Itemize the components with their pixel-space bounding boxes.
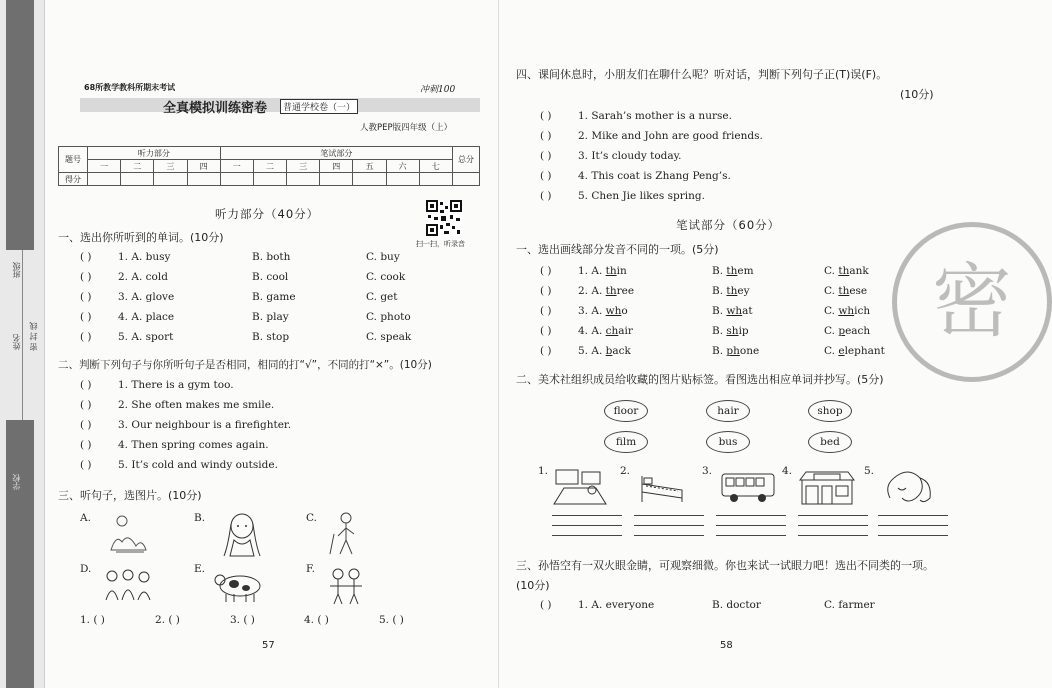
paper-title: 全真模拟训练密卷 xyxy=(163,101,268,116)
option-a: A. place xyxy=(131,311,175,323)
sentence: 5. Chen Jie likes spring. xyxy=(578,190,705,202)
word-rest: each xyxy=(845,325,871,337)
sentence: 2. Mike and John are good friends. xyxy=(578,130,763,142)
score-cell[interactable] xyxy=(220,173,253,186)
badge-100: 冲刺100 xyxy=(420,85,456,95)
listening-s2-title: 二、判断下列句子与你所听句子是否相同，相同的打“√”，不同的打“×”。(10分) xyxy=(58,359,432,371)
binding-cut-line: 密 封 线 xyxy=(29,322,38,352)
option-a: A. glove xyxy=(131,291,175,303)
word-rest: ack xyxy=(612,345,631,357)
page-number-left: 57 xyxy=(262,640,275,651)
write-line[interactable] xyxy=(552,535,622,536)
option-prefix: C. xyxy=(824,265,839,277)
underlined-letters: th xyxy=(605,265,617,277)
option-b: B. play xyxy=(252,311,289,323)
picture-cow-icon xyxy=(212,568,268,608)
word-rest: ip xyxy=(738,325,749,337)
qr-code-icon[interactable] xyxy=(426,200,462,236)
word-oval[interactable]: film xyxy=(604,431,648,453)
word-rest: air xyxy=(618,325,633,337)
option-prefix: B. xyxy=(712,305,727,317)
underlined-letters: p xyxy=(838,325,846,337)
picture-girl-icon xyxy=(220,510,264,562)
picture-hair-icon xyxy=(880,468,936,510)
picture-label-d: D. xyxy=(80,563,92,575)
score-cell[interactable] xyxy=(88,173,121,186)
option-prefix: C. xyxy=(824,345,839,357)
option-prefix: A. xyxy=(591,305,606,317)
list-item xyxy=(80,291,174,303)
underlined-letters: th xyxy=(838,265,850,277)
option-b: B. doctor xyxy=(712,599,761,611)
picture-classroom-icon xyxy=(552,466,608,510)
word-oval[interactable]: floor xyxy=(604,400,648,422)
answer-blank[interactable]: ( ) xyxy=(540,285,552,297)
list-item xyxy=(80,271,168,283)
list-item xyxy=(80,311,174,323)
word-rest: lephant xyxy=(844,345,885,357)
q-number: 3. xyxy=(578,305,589,317)
word-rest: ree xyxy=(616,285,635,297)
write-line[interactable] xyxy=(878,515,948,516)
score-row-label: 题号 xyxy=(59,147,88,173)
listening-s4-points: (10分) xyxy=(900,88,934,101)
binding-bar-top xyxy=(6,0,34,250)
underlined-letters: sh xyxy=(726,325,739,337)
option-prefix: B. xyxy=(712,265,727,277)
q-number: 1. xyxy=(118,251,129,263)
option-prefix: C. xyxy=(824,325,839,337)
write-line[interactable] xyxy=(716,515,786,516)
option-prefix: B. xyxy=(712,325,727,337)
option-b: B. game xyxy=(252,291,296,303)
edition-label: 人教PEP版四年级（上） xyxy=(360,123,453,133)
picture-people-icon xyxy=(102,568,156,606)
option-b xyxy=(712,345,759,357)
word-rest: in xyxy=(616,265,627,277)
picture-bed-icon xyxy=(638,470,688,510)
write-line[interactable] xyxy=(552,515,622,516)
option-b: B. both xyxy=(252,251,291,263)
score-cell[interactable] xyxy=(121,173,154,186)
score-cell[interactable] xyxy=(453,173,480,186)
answer-blank[interactable]: ( ) xyxy=(80,251,92,263)
option-a: A. cold xyxy=(131,271,168,283)
answer-blank[interactable]: 4. ( ) xyxy=(304,614,329,626)
word-rest: ich xyxy=(854,305,871,317)
answer-blank[interactable]: ( ) xyxy=(80,439,92,451)
underlined-letters: th xyxy=(838,285,850,297)
word-oval[interactable]: shop xyxy=(808,400,852,422)
underlined-letters: e xyxy=(838,345,845,357)
option-b xyxy=(712,325,749,337)
option-c xyxy=(824,265,869,277)
q-number: 1. xyxy=(578,265,589,277)
score-cell[interactable] xyxy=(419,173,452,186)
writing-w1-title: 一、选出画线部分发音不同的一项。(5分) xyxy=(516,243,719,256)
list-item xyxy=(80,419,291,431)
word-oval[interactable]: hair xyxy=(706,400,750,422)
write-line[interactable] xyxy=(552,525,622,526)
listening-s1-title: 一、选出你所听到的单词。(10分) xyxy=(58,231,224,244)
write-line[interactable] xyxy=(716,525,786,526)
underlined-letters: b xyxy=(605,345,613,357)
binding-label-class: 班级 xyxy=(12,262,21,278)
word-rest: o xyxy=(621,305,628,317)
word-rest: em xyxy=(737,265,754,277)
list-item xyxy=(80,379,234,391)
writing-heading: 笔试部分（60分） xyxy=(676,218,781,232)
option-b xyxy=(712,305,753,317)
underlined-letters: wh xyxy=(838,305,855,317)
sentence: 4. This coat is Zhang Peng’s. xyxy=(578,170,731,182)
sentence: 1. Sarah’s mother is a nurse. xyxy=(578,110,732,122)
answer-blank[interactable]: ( ) xyxy=(540,130,552,142)
option-b xyxy=(712,285,750,297)
word-rest: ey xyxy=(737,285,750,297)
list-item xyxy=(540,599,654,611)
answer-blank[interactable]: ( ) xyxy=(540,345,552,357)
write-line[interactable] xyxy=(634,525,704,526)
underlined-letters: ch xyxy=(605,325,619,337)
list-item xyxy=(540,325,633,337)
write-line[interactable] xyxy=(798,535,868,536)
q-number: 4. xyxy=(118,311,129,323)
q-number: 2. xyxy=(578,285,589,297)
q-number: 5. xyxy=(578,345,589,357)
paper-tag: 普通学校卷（一） xyxy=(280,99,358,114)
binding-margin xyxy=(0,0,45,688)
option-c: C. speak xyxy=(366,331,412,343)
q-num: 七 xyxy=(419,160,452,173)
list-item xyxy=(540,170,731,182)
option-c: C. photo xyxy=(366,311,411,323)
q-num: 四 xyxy=(320,160,353,173)
option-prefix: C. xyxy=(824,305,839,317)
writing-w3-title: 三、孙悟空有一双火眼金睛，可观察细微。你也来试一试眼力吧！选出不同类的一项。(10分) xyxy=(516,559,934,592)
option-c: C. cook xyxy=(366,271,406,283)
answer-blank[interactable]: ( ) xyxy=(540,170,552,182)
series-label: 68所教学教科所期末考试 xyxy=(84,83,176,92)
list-item xyxy=(540,190,705,202)
picture-label-a: A. xyxy=(80,512,91,524)
word-rest: ank xyxy=(849,265,869,277)
binding-line xyxy=(22,250,23,420)
qr-caption: 扫一扫，听录音 xyxy=(416,240,465,248)
word-oval[interactable]: bed xyxy=(808,431,852,453)
answer-blank[interactable]: ( ) xyxy=(80,291,92,303)
answer-blank[interactable]: 3. ( ) xyxy=(230,614,255,626)
answer-blank[interactable]: ( ) xyxy=(540,150,552,162)
underlined-letters: th xyxy=(726,285,738,297)
answer-blank[interactable]: 1. ( ) xyxy=(80,614,105,626)
binding-label-name: 姓名 xyxy=(12,334,21,350)
q-num: 三 xyxy=(154,160,187,173)
score-cell[interactable] xyxy=(253,173,286,186)
answer-blank[interactable]: 2. ( ) xyxy=(155,614,180,626)
list-item xyxy=(80,459,278,471)
answer-blank[interactable]: ( ) xyxy=(80,379,92,391)
score-cell[interactable] xyxy=(353,173,386,186)
write-line[interactable] xyxy=(798,515,868,516)
picture-number: 2. xyxy=(620,465,631,477)
list-item xyxy=(540,130,763,142)
page-number-right: 58 xyxy=(720,640,733,651)
option-b: B. cool xyxy=(252,271,289,283)
binding-label-school: 学校 xyxy=(12,474,21,490)
q-num: 四 xyxy=(187,160,220,173)
answer-blank[interactable]: ( ) xyxy=(80,331,92,343)
q-num: 二 xyxy=(253,160,286,173)
sentence: 4. Then spring comes again. xyxy=(118,439,269,451)
word-rest: one xyxy=(739,345,760,357)
sentence: 3. Our neighbour is a firefighter. xyxy=(118,419,292,431)
answer-blank[interactable]: ( ) xyxy=(540,265,552,277)
list-item xyxy=(540,150,682,162)
write-line[interactable] xyxy=(798,525,868,526)
list-item xyxy=(540,265,627,277)
option-c xyxy=(824,345,885,357)
option-prefix: C. xyxy=(824,285,839,297)
answer-blank[interactable]: ( ) xyxy=(80,459,92,471)
list-item xyxy=(80,399,274,411)
option-prefix: A. xyxy=(591,265,606,277)
list-item xyxy=(540,305,628,317)
listening-heading: 听力部分（40分） xyxy=(215,207,320,221)
picture-tree-icon xyxy=(106,512,150,558)
sentence: 5. It’s cold and windy outside. xyxy=(118,459,278,471)
q-num: 一 xyxy=(220,160,253,173)
option-c xyxy=(824,305,870,317)
list-item xyxy=(80,439,269,451)
answer-blank[interactable]: ( ) xyxy=(80,311,92,323)
writing-header: 笔试部分 xyxy=(220,147,452,160)
picture-number: 1. xyxy=(538,465,549,477)
option-prefix: B. xyxy=(712,285,727,297)
q-number: 1. xyxy=(578,599,589,611)
score-table xyxy=(58,146,480,186)
q-num: 五 xyxy=(353,160,386,173)
picture-label-b: B. xyxy=(194,512,206,524)
option-a: A. everyone xyxy=(591,599,655,611)
q-num: 三 xyxy=(287,160,320,173)
page-divider xyxy=(498,0,499,688)
answer-blank[interactable]: ( ) xyxy=(80,399,92,411)
q-number: 5. xyxy=(118,331,129,343)
answer-blank[interactable]: ( ) xyxy=(540,110,552,122)
score-cell[interactable] xyxy=(386,173,419,186)
answer-blank[interactable]: ( ) xyxy=(540,190,552,202)
write-line[interactable] xyxy=(634,535,704,536)
option-prefix: B. xyxy=(712,345,727,357)
option-prefix: A. xyxy=(591,285,606,297)
picture-kids-icon xyxy=(326,566,366,610)
picture-shop-icon xyxy=(798,470,856,510)
word-oval[interactable]: bus xyxy=(706,431,750,453)
option-a: A. busy xyxy=(131,251,171,263)
sentence: 1. There is a gym too. xyxy=(118,379,234,391)
underlined-letters: th xyxy=(726,265,738,277)
score-cell[interactable] xyxy=(154,173,187,186)
score-cell[interactable] xyxy=(320,173,353,186)
option-c xyxy=(824,285,867,297)
answer-blank[interactable]: ( ) xyxy=(540,599,552,611)
writing-w2-title: 二、美术社组织成员给收藏的图片贴标签。看图选出相应单词并抄写。(5分) xyxy=(516,373,884,386)
option-a: A. sport xyxy=(131,331,174,343)
seal-stamp: 密 xyxy=(892,222,1052,382)
q-num: 二 xyxy=(121,160,154,173)
answer-blank[interactable]: 5. ( ) xyxy=(379,614,404,626)
binding-bar-bottom xyxy=(6,420,34,688)
listening-s4-title: 四、课间休息时，小朋友们在聊什么呢？听对话，判断下列句子正(T)误(F)。 xyxy=(516,68,888,81)
picture-number: 3. xyxy=(702,465,713,477)
answer-blank[interactable]: ( ) xyxy=(540,305,552,317)
score-cell[interactable] xyxy=(187,173,220,186)
score-row-label: 得分 xyxy=(59,173,88,186)
write-line[interactable] xyxy=(634,515,704,516)
option-b: B. stop xyxy=(252,331,290,343)
option-prefix: A. xyxy=(591,325,606,337)
underlined-letters: wh xyxy=(726,305,743,317)
underlined-letters: wh xyxy=(605,305,622,317)
list-item xyxy=(80,331,173,343)
list-item xyxy=(540,110,732,122)
write-line[interactable] xyxy=(878,535,948,536)
list-item xyxy=(540,285,634,297)
q-num: 六 xyxy=(386,160,419,173)
picture-sweeper-icon xyxy=(328,510,362,562)
picture-label-c: C. xyxy=(306,512,317,524)
total-header: 总分 xyxy=(453,147,480,173)
answer-blank[interactable]: ( ) xyxy=(80,419,92,431)
underlined-letters: ph xyxy=(726,345,740,357)
answer-blank[interactable]: ( ) xyxy=(540,325,552,337)
sentence: 3. It’s cloudy today. xyxy=(578,150,682,162)
picture-label-e: E. xyxy=(194,563,206,575)
word-rest: ese xyxy=(849,285,868,297)
picture-bus-icon xyxy=(720,472,776,508)
write-line[interactable] xyxy=(716,535,786,536)
option-c: C. farmer xyxy=(824,599,875,611)
write-line[interactable] xyxy=(878,525,948,526)
underlined-letters: th xyxy=(605,285,617,297)
option-c: C. buy xyxy=(366,251,400,263)
picture-number: 4. xyxy=(782,465,793,477)
list-item xyxy=(540,345,631,357)
option-c: C. get xyxy=(366,291,398,303)
listening-header: 听力部分 xyxy=(88,147,221,160)
listening-s3-title: 三、听句子，选图片。(10分) xyxy=(58,489,202,502)
sentence: 2. She often makes me smile. xyxy=(118,399,275,411)
option-c xyxy=(824,325,870,337)
option-b xyxy=(712,265,754,277)
q-num: 一 xyxy=(88,160,121,173)
score-cell[interactable] xyxy=(287,173,320,186)
q-number: 2. xyxy=(118,271,129,283)
q-number: 3. xyxy=(118,291,129,303)
picture-label-f: F. xyxy=(306,563,315,575)
q-number: 4. xyxy=(578,325,589,337)
option-prefix: A. xyxy=(591,345,606,357)
answer-blank[interactable]: ( ) xyxy=(80,271,92,283)
word-rest: at xyxy=(742,305,753,317)
picture-number: 5. xyxy=(864,465,875,477)
list-item xyxy=(80,251,170,263)
